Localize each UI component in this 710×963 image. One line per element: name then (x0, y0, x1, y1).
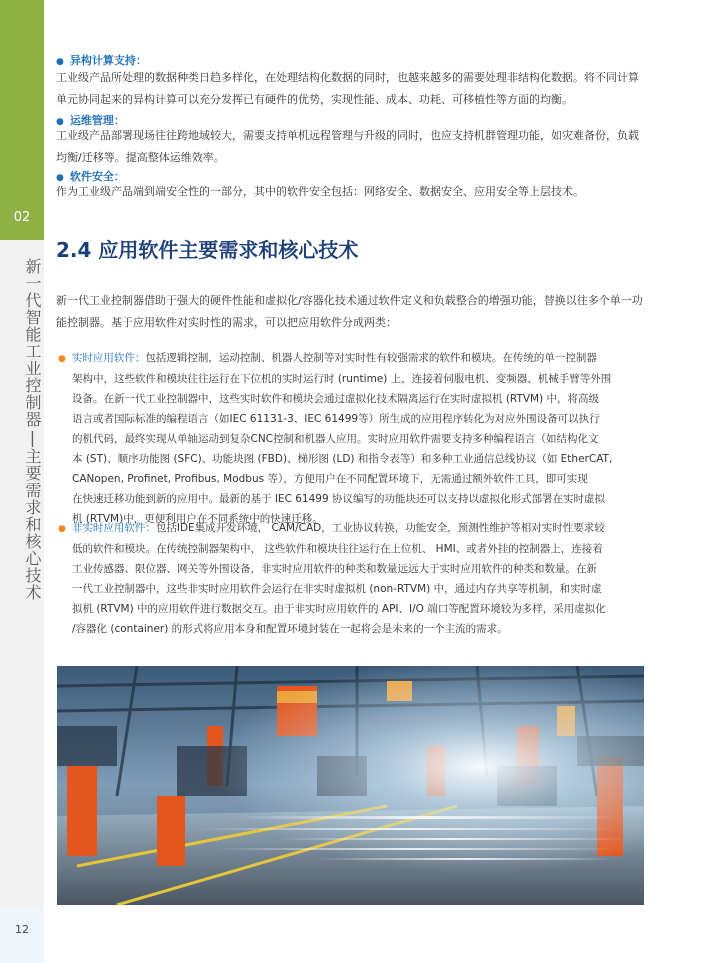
list-item-first-line (58, 348, 633, 369)
bullet-heading-text: 软件安全： (69, 170, 125, 183)
paragraph-line: 作为工业级产品端到端安全性的一部分，其中的软件安全包括：网络安全、数据安全、应用安全等上层技术。 (56, 185, 584, 198)
list-item-line: 工业传感器、限位器、网关等外围设备，非实时应用软件的种类和数量远远大于实时应用软件的种类和数量。在新 (72, 563, 597, 575)
sidebar-accent-bar (0, 0, 44, 200)
bullet-dot-icon: ● (56, 117, 64, 127)
paragraph-heterogeneous (56, 67, 646, 111)
list-item-first-line (58, 518, 633, 539)
section-title: 2.4 应用软件主要需求和核心技术 (56, 238, 359, 262)
list-item-line: 拟机 (RTVM) 中的应用软件进行数据交互。由于非实时应用软件的 API、I/O 端口等配置环境较为多样，采用虚拟化 (72, 603, 606, 615)
list-item-line: 的机代码，最终实现从单轴运动到复杂CNC控制和机器人应用。实时应用软件需要支持多种编程语言（如结构化文 (72, 433, 599, 445)
bullet-dot-icon: ● (58, 354, 66, 364)
list-item-line: 机 (RTVM)中，更便利用户在不同系统中的快速迁移。 (72, 513, 323, 525)
bullet-dot-icon: ● (56, 173, 64, 183)
paragraph-line: 单元协同起来的异构计算可以充分发挥已有硬件的优势，实现性能、成本、功耗、可移植性等方面的均衡。 (56, 93, 573, 106)
factory-photo (57, 666, 644, 905)
list-item-text: 包括逻辑控制，运动控制、机器人控制等对实时性有较强需求的软件和模块。在传统的单一控制器 (145, 352, 597, 364)
chapter-number: 02 (13, 210, 31, 225)
chapter-sidebar (0, 0, 44, 963)
list-item-line: 本 (ST)、顺序功能图 (SFC)、功能块图 (FBD)、梯形图 (LD) 和指令表等）和多种工业通信总线协议（如 EtherCAT, (72, 453, 613, 465)
list-item-realtime (58, 348, 633, 529)
list-item-line: 架构中，这些软件和模块往往运行在下位机的实时运行时 (runtime) 上，连接着伺服电机、变频器、机械手臂等外围 (72, 373, 612, 385)
list-item-line: 语言或者国际标准的编程语言（如IEC 61131-3、IEC 61499等）所生成的应用程序转化为对应外围设备可以执行 (72, 413, 600, 425)
paragraph-line: 能控制器。基于应用软件对实时性的需求，可以把应用软件分成两类： (56, 316, 397, 329)
list-item-line: 低的软件和模块。在传统控制器架构中， 这些软件和模块往往运行在上位机、 HMI、或者外挂的控制器上，连接着 (72, 543, 603, 555)
list-item-line: 在快速迁移功能到新的应用中。最新的基于 IEC 61499 协议编写的功能块还可以支持以虚拟化形式部署在实时虚拟 (72, 493, 605, 505)
paragraph-line: 工业级产品所处理的数据种类日趋多样化，在处理结构化数据的同时，也越来越多的需要处理非结构化数据。将不同计算 (56, 71, 639, 84)
paragraph-line: 新一代工业控制器借助于强大的硬件性能和虚拟化/容器化技术通过软件定义和负载整合的增强功能，替换以往多个单一功 (56, 294, 643, 307)
chapter-title-vertical: 新一代智能工业控制器|主要需求和核心技术 (23, 258, 42, 601)
section-intro (56, 290, 646, 334)
paragraph-security (56, 181, 646, 203)
list-item-text: 包括IDE集成开发环境， CAM/CAD，工业协议转换，功能安全，预测性维护等相对实时性要求较 (155, 522, 605, 534)
list-item-lead: 实时应用软件： (71, 352, 146, 364)
list-item-non-realtime (58, 518, 633, 639)
list-item-line: CANopen, Profinet, Profibus, Modbus 等），方便用户在不同配置环境下，无需通过额外软件工具，即可实现 (72, 473, 588, 485)
list-item-line: 设备。在新一代工业控制器中，这些实时软件和模块会通过虚拟化技术隔离运行在实时虚拟机 (RTVM) 中，将高级 (72, 393, 600, 405)
bullet-dot-icon: ● (58, 524, 66, 534)
paragraph-line: 均衡/迁移等。提高整体运维效率。 (56, 151, 225, 164)
page-number: 12 (15, 923, 29, 936)
bullet-heading-heterogeneous (56, 52, 147, 68)
bullet-heading-text: 运维管理： (69, 114, 125, 127)
bullet-dot-icon: ● (56, 57, 64, 67)
bullet-heading-text: 异构计算支持： (69, 54, 147, 67)
factory-photo-icon (57, 666, 644, 905)
list-item-line: /容器化 (container) 的形式将应用本身和配置环境封装在一起将会是未来的一个主流的需求。 (72, 623, 508, 635)
paragraph-ops (56, 125, 646, 169)
list-item-line: 一代工业控制器中，这些非实时应用软件会运行在非实时虚拟机 (non-RTVM) 中，通过内存共享等机制，和实时虚 (72, 583, 602, 595)
paragraph-line: 工业级产品部署现场往往跨地域较大，需要支持单机远程管理与升级的同时，也应支持机群管理功能，如灾难备份，负载 (56, 129, 639, 142)
list-item-lead: 非实时应用软件： (71, 522, 156, 534)
